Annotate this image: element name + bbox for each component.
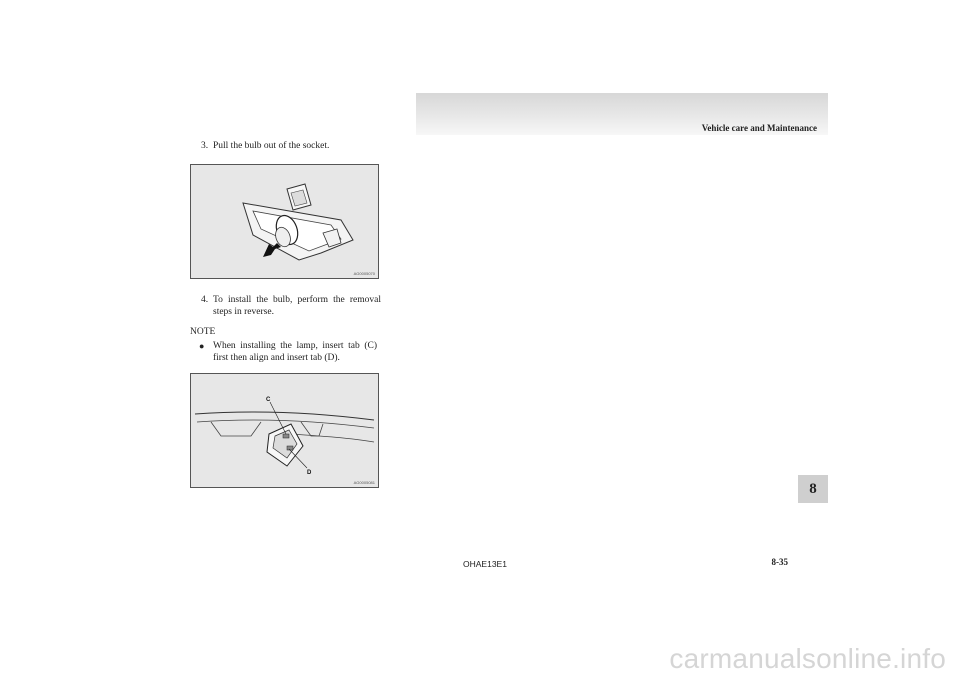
note-label: NOTE — [190, 327, 216, 337]
figure-code: AG0005070 — [353, 271, 375, 276]
step-number: 3. — [201, 141, 209, 151]
watermark: carmanualsonline.info — [669, 643, 946, 674]
note-text: When installing the lamp, insert tab (C) first then align and insert tab (D). — [213, 341, 377, 363]
label-c: C — [266, 397, 271, 403]
step-text: To install the bulb, perform the removal steps in reverse. — [213, 295, 381, 317]
step-number: 4. — [201, 295, 209, 305]
section-title: Vehicle care and Maintenance — [701, 123, 817, 133]
document-code: OHAE13E1 — [463, 559, 507, 569]
page-number: 8-35 — [771, 557, 788, 567]
lamp-tabs-illustration — [191, 374, 378, 487]
lamp-installation-figure — [190, 373, 379, 488]
bulb-socket-illustration — [191, 165, 378, 278]
step-text: Pull the bulb out of the socket. — [213, 141, 330, 151]
bulb-removal-figure — [190, 164, 379, 279]
label-d: D — [307, 470, 312, 476]
figure-code: AG0005081 — [353, 480, 375, 485]
chapter-tab: 8 — [798, 475, 828, 503]
bullet-icon: ● — [199, 341, 205, 351]
